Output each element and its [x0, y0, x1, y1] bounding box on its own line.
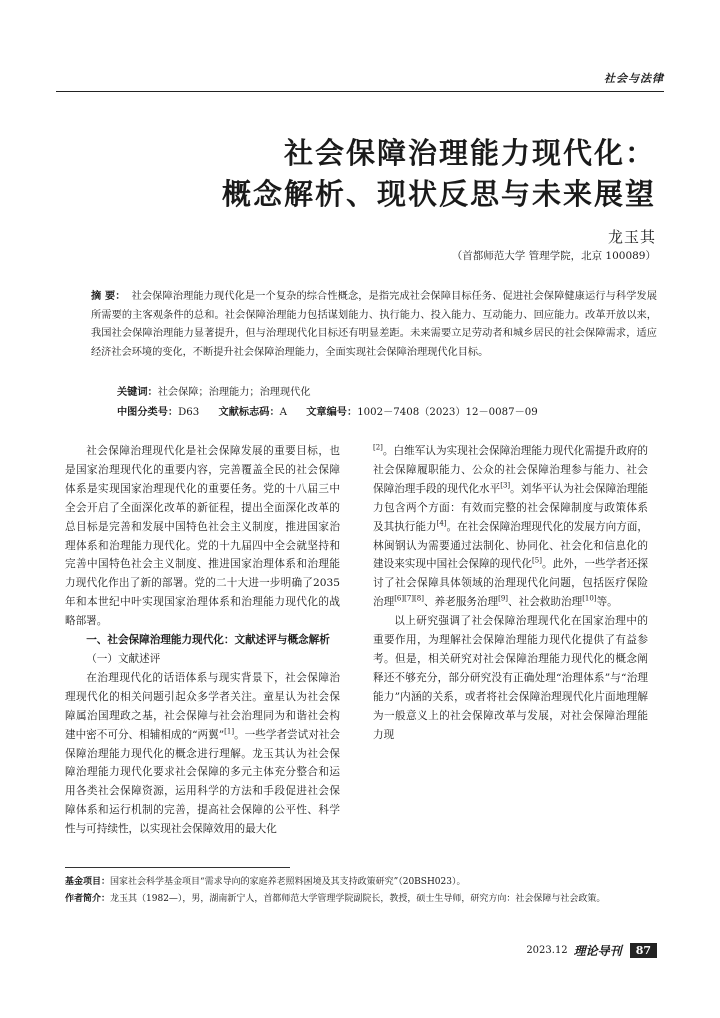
clc-value: D63	[178, 407, 200, 418]
doc-code-value: A	[279, 407, 287, 418]
citation-ref[interactable]: [7]	[404, 594, 415, 603]
section-label: 社会与法律	[604, 72, 664, 85]
citation-ref[interactable]: [6]	[394, 594, 405, 603]
keywords-label: 关键词：	[117, 387, 158, 398]
author-name: 龙玉其	[607, 228, 656, 246]
subsection-heading-1: （一）文献述评	[86, 652, 161, 665]
body-paragraph-2-cont: [2]。白维军认为实现社会保障治理能力现代化需提升政府的社会保障履职能力、公众的社会保障治理参与能力、社会保障治理手段的现代化水平[3]。刘华平认为社会保障治理能力包含两个方面：有效而完整的社会保障制度与政策体系及其执行能力[4]。在社会保障治理现代化的发展方向方面，林闽钢认为需要通过法制化、协同化、社会化和信息化的建设来实现中国社会保障的现代化[5]。此外，一些学者还探讨了社会保障具体领域的治理现代化问题，包括医疗保险治理[6][7][8]、养老服务治理[9]、社会救助治理[10]等。	[373, 443, 649, 609]
doc-code-label: 文献标志码：	[218, 407, 280, 418]
article-meta	[117, 403, 538, 418]
title-line-1: 社会保障治理能力现代化：	[283, 136, 656, 170]
article-id-value: 1002－7408（2023）12－0087－09	[357, 407, 538, 418]
issue-date: 2023.12	[526, 944, 568, 956]
keywords-text: 社会保障；治理能力；治理现代化	[157, 387, 311, 398]
keywords	[117, 383, 311, 398]
footnote-rule	[65, 867, 290, 868]
abstract-text: 社会保障治理能力现代化是一个复杂的综合性概念，是指完成社会保障目标任务、促进社会保障健康运行与科学发展所需要的主客观条件的总和。社会保障治理能力包括谋划能力、执行能力、投入能力、互动能力、回应能力。改革开放以来，我国社会保障治理能力显著提升，但与治理现代化目标还有明显差距。未来需要立足劳动者和城乡居民的社会保障需求，适应经济社会环境的变化，不断提升社会保障治理能力，全面实现社会保障治理现代化目标。	[91, 291, 657, 359]
footnotes	[65, 874, 657, 908]
citation-ref[interactable]: [4]	[436, 519, 447, 528]
citation-ref[interactable]: [9]	[498, 594, 509, 603]
clc-label: 中图分类号：	[117, 407, 179, 418]
page-footer	[526, 941, 657, 959]
body-column-left	[65, 442, 340, 839]
citation-ref[interactable]: [10]	[582, 594, 597, 603]
journal-name: 理论导刊	[573, 943, 622, 958]
body-paragraph-1: 社会保障治理现代化是社会保障发展的重要目标，也是国家治理现代化的重要内容，完善覆盖全民的社会保障体系是实现国家治理现代化的重要任务。党的十八届三中全会开启了全面深化改革的新征程，提出全面深化改革的总目标是完善和发展中国特色社会主义制度，推进国家治理体系和治理能力现代化。党的十九届四中全会就坚持和完善中国特色社会主义制度、推进国家治理体系和治理能力现代化作出了新的部署。党的二十大进一步明确了2035年和本世纪中叶实现国家治理体系和治理能力现代化的战略部署。	[65, 445, 340, 628]
funding-note: 基金项目：国家社会科学基金项目“需求导向的家庭养老照料困境及其支持政策研究”（20BSH023）。	[65, 877, 466, 887]
citation-ref[interactable]: [5]	[532, 556, 542, 565]
citation-ref[interactable]: [3]	[500, 481, 511, 490]
body-paragraph-2: 在治理现代化的话语体系与现实背景下，社会保障治理现代化的相关问题引起众多学者关注。童星认为社会保障属治国理政之基，社会保障与社会治理同为和谐社会构建中密不可分、相辅相成的“两翼”[1]。一些学者尝试对社会保障治理能力现代化的概念进行理解。龙玉其认为社会保障治理能力现代化要求社会保障的多元主体充分整合和运用各类社会保障资源，运用科学的方法和手段促进社会保障体系和运行机制的完善，提高社会保障的公平性、科学性与可持续性，以实现社会保障效用的最大化	[65, 671, 341, 836]
page-number: 87	[630, 943, 657, 958]
body-paragraph-3: 以上研究强调了社会保障治理现代化在国家治理中的重要作用，为理解社会保障治理能力现代化提供了有益参考。但是，相关研究对社会保障治理能力现代化的概念阐释还不够充分，部分研究没有正确处理“治理体系”与“治理能力”内涵的关系，或者将社会保障治理现代化片面地理解为一般意义上的社会保障改革与发展，对社会保障治理能力现	[373, 615, 648, 741]
citation-ref[interactable]: [8]	[414, 594, 424, 603]
article-id-label: 文章编号：	[306, 407, 358, 418]
section-heading-1: 一、社会保障治理能力现代化：文献述评与概念解析	[86, 634, 330, 647]
author-bio-note: 作者简介：龙玉其（1982—），男，湖南新宁人，首都师范大学管理学院副院长，教授，硕士生导师，研究方向：社会保障与社会政策。	[65, 894, 606, 904]
abstract-label: 摘 要：	[91, 291, 126, 302]
header-rule	[56, 91, 664, 92]
citation-ref[interactable]: [1]	[224, 727, 235, 736]
abstract	[91, 288, 657, 363]
author-affiliation: （首都师范大学 管理学院，北京 100089）	[451, 250, 656, 262]
body-column-right	[373, 442, 648, 745]
citation-ref[interactable]: [2]	[373, 443, 383, 452]
title-line-2: 概念解析、现状反思与未来展望	[221, 177, 656, 211]
